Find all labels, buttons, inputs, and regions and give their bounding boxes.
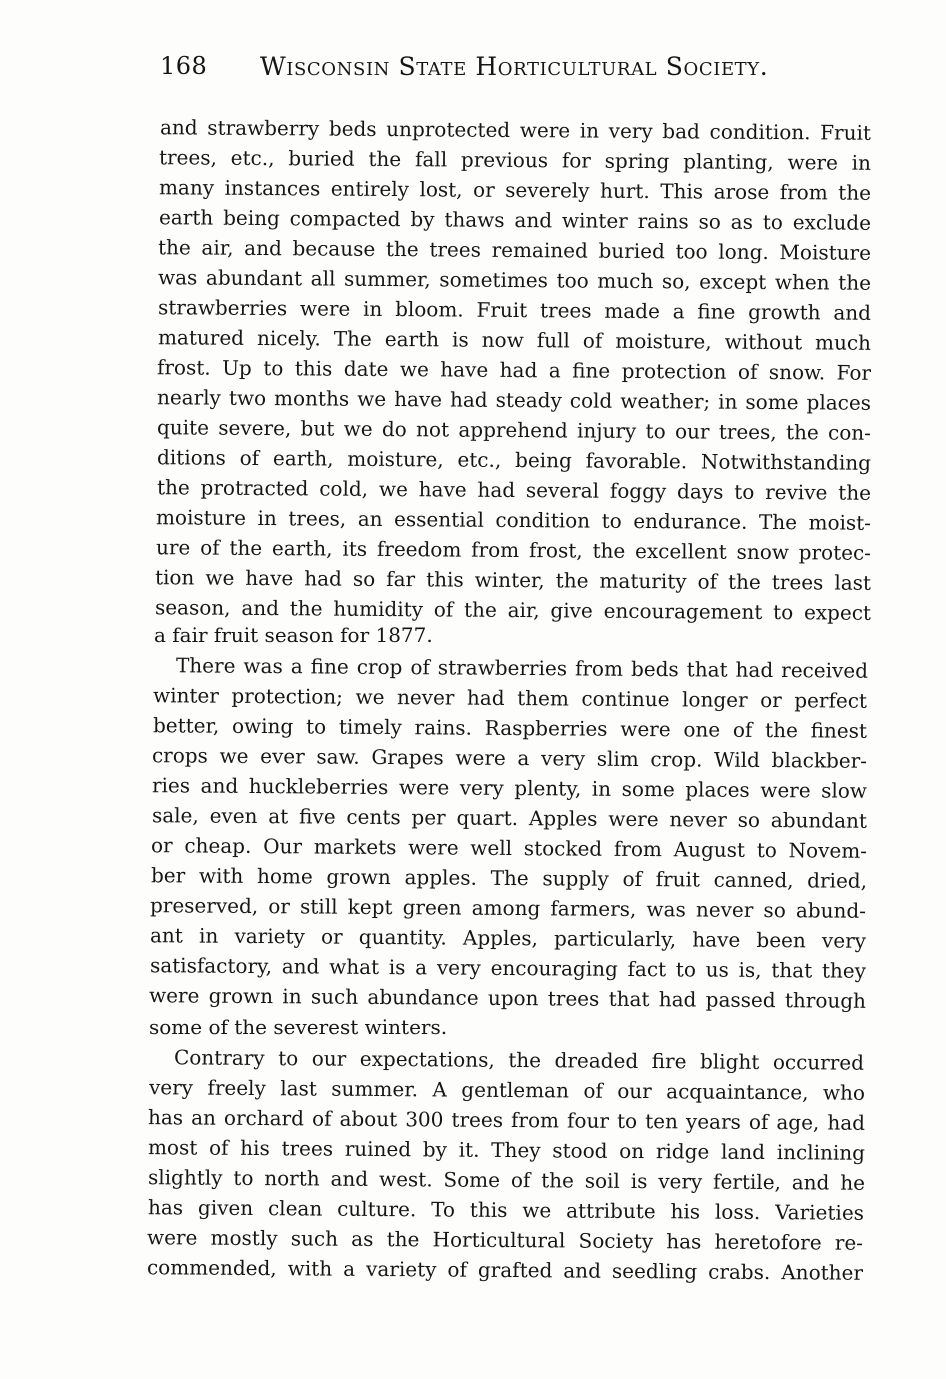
text-line: ant in variety or quantity. Apples, particularly, have been very: [149, 923, 867, 953]
text-line: quite severe, but we do not apprehend injury to our trees, the con-: [156, 415, 872, 445]
text-line: trees, etc., buried the fall previous for spring planting, were in: [158, 145, 872, 175]
text-line: most of his trees ruined by it. They stood on ridge land inclining: [147, 1135, 866, 1165]
text-line: better, owing to timely rains. Raspberries were one of the finest: [152, 713, 868, 743]
text-line: has given clean culture. To this we attribute his loss. Varieties: [147, 1195, 865, 1225]
text-line: were grown in such abundance upon trees that had passed through: [148, 983, 867, 1013]
page-number: 168: [160, 52, 208, 80]
text-line: were mostly such as the Horticultural Society has heretofore re-: [146, 1225, 864, 1255]
text-line: a fair fruit season for 1877.: [154, 623, 433, 647]
text-line: earth being compacted by thaws and winter rains so as to exclude: [158, 205, 872, 235]
text-line: and strawberry beds unprotected were in very bad condition. Fruit: [159, 115, 872, 145]
text-line: the protracted cold, we have had several foggy days to revive the: [156, 475, 872, 505]
text-line: frost. Up to this date we have had a fine protection of snow. For: [156, 355, 872, 385]
text-line: strawberries were in bloom. Fruit trees made a fine growth and: [157, 295, 872, 325]
text-line: very freely last summer. A gentleman of our acquaintance, who: [148, 1075, 866, 1105]
text-line: matured nicely. The earth is now full of moisture, without much: [157, 325, 872, 355]
text-line: many instances entirely lost, or severely hurt. This arose from the: [158, 175, 872, 205]
text-line: moisture in trees, an essential condition to endurance. The moist-: [155, 505, 872, 535]
text-line: Contrary to our expectations, the dreaded fire blight occurred: [173, 1045, 865, 1075]
running-title: Wisconsin State Horticultural Society.: [260, 52, 769, 81]
text-line: winter protection; we never had them continue longer or perfect: [152, 683, 868, 713]
text-line: season, and the humidity of the air, give encouragement to expect: [154, 595, 872, 625]
text-line: ditions of earth, moisture, etc., being favorable. Notwithstanding: [156, 445, 872, 475]
text-line: sale, even at five cents per quart. Apples were never so abundant: [151, 803, 868, 833]
text-line: crops we ever saw. Grapes were a very slim crop. Wild blackber-: [151, 743, 868, 773]
text-line: has an orchard of about 300 trees from four to ten years of age, had: [147, 1105, 866, 1135]
text-line: There was a fine crop of strawberries from beds that had received: [175, 653, 869, 683]
text-line: the air, and because the trees remained buried too long. Moisture: [157, 235, 872, 265]
text-line: some of the severest winters.: [149, 1015, 448, 1039]
text-line: or cheap. Our markets were well stocked from August to Novem-: [150, 833, 868, 863]
text-line: commended, with a variety of grafted and seedling crabs. Another: [146, 1255, 864, 1285]
text-line: ries and huckleberries were very plenty, in some places were slow: [151, 773, 868, 803]
text-line: ber with home grown apples. The supply of fruit canned, dried,: [150, 863, 868, 893]
text-line: preserved, or still kept green among farmers, was never so abund-: [149, 893, 867, 923]
page-header: [160, 50, 800, 86]
text-line: was abundant all summer, sometimes too much so, except when the: [157, 265, 872, 295]
text-line: ure of the earth, its freedom from frost, the excellent snow protec-: [155, 535, 872, 565]
text-line: nearly two months we have had steady cold weather; in some places: [156, 385, 872, 415]
text-line: slightly to north and west. Some of the soil is very fertile, and he: [147, 1165, 866, 1195]
text-line: tion we have had so far this winter, the maturity of the trees last: [154, 565, 872, 595]
text-line: satisfactory, and what is a very encouraging fact to us is, that they: [149, 953, 867, 983]
